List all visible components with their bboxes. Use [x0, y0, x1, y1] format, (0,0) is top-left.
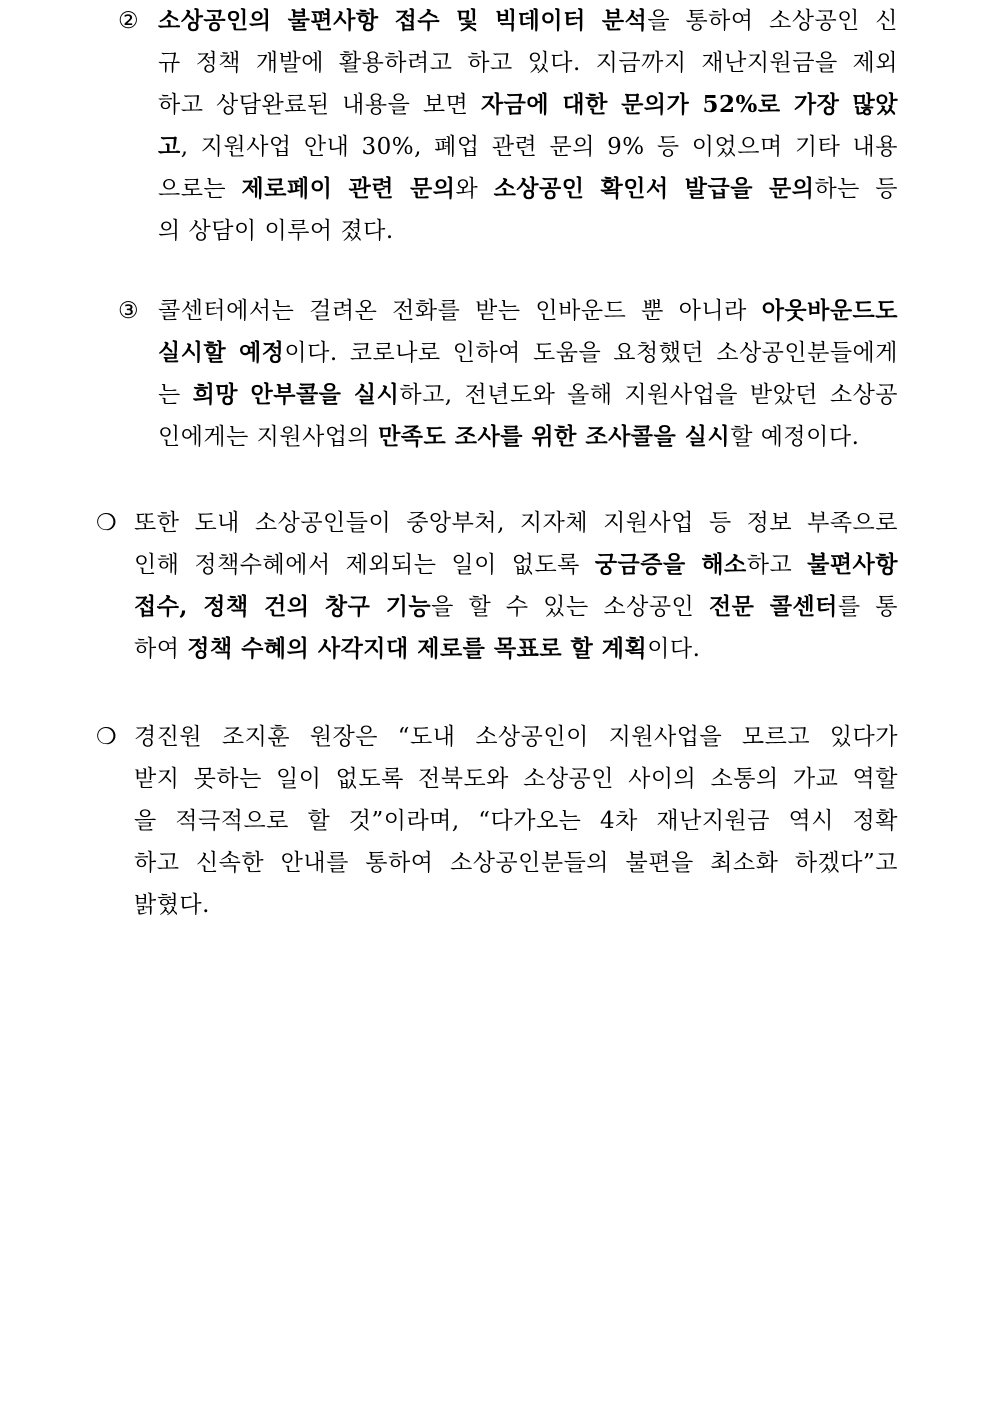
text-line: [134, 716, 898, 758]
text-line: [158, 42, 898, 84]
body-text: 를 통: [837, 594, 898, 620]
body-text: 콜센터에서는 걸려온 전화를 받는 인바운드 뿐 아니라: [158, 298, 762, 324]
body-text: 으로는: [158, 176, 242, 202]
body-text: 을 적극적으로 할 것”이라며, “다가오는 4차 재난지원금 역시 정확: [134, 808, 898, 834]
bullet-text: [134, 502, 898, 670]
bold-text: 접수, 정책 건의 창구 기능: [134, 593, 432, 620]
bold-text: 실시할 예정: [158, 339, 285, 366]
body-text: 하고: [746, 552, 808, 578]
body-text: 또한 도내 소상공인들이 중앙부처, 지자체 지원사업 등 정보 부족으로: [134, 510, 898, 536]
body-text: 인해 정책수혜에서 제외되는 일이 없도록: [134, 552, 595, 578]
bold-text: 아웃바운드도: [761, 297, 898, 324]
body-text: 을 통하여 소상공인 신: [647, 8, 898, 34]
bullet-text: [134, 716, 898, 926]
text-line: [134, 758, 898, 800]
text-line: [134, 842, 898, 884]
body-text: 하고 상담완료된 내용을 보면: [158, 92, 481, 118]
body-text: 하고, 전년도와 올해 지원사업을 받았던 소상공: [399, 382, 899, 408]
text-line: [134, 586, 898, 628]
body-text: 할 예정이다.: [730, 424, 860, 450]
body-text: 을 할 수 있는 소상공인: [431, 594, 709, 620]
body-text: 받지 못하는 일이 없도록 전북도와 소상공인 사이의 소통의 가교 역할: [134, 766, 898, 792]
circle-bullet-icon: ❍: [96, 724, 117, 750]
text-line: [158, 0, 898, 42]
body-text: 의 상담이 이루어 졌다.: [158, 218, 394, 244]
bold-text: 궁금증을 해소: [594, 551, 747, 578]
text-line: [134, 800, 898, 842]
text-line: [158, 126, 898, 168]
item-text: [158, 0, 898, 252]
body-text: 인에게는 지원사업의: [158, 424, 379, 450]
body-text: 이다.: [647, 636, 701, 662]
bold-text: 정책 수혜의 사각지대 제로를 목표로 할 계획: [187, 635, 648, 662]
body-text: 이다. 코로나로 인하여 도움을 요청했던 소상공인분들에게: [284, 340, 898, 366]
text-line: [158, 210, 898, 252]
bold-text: 자금에 대한 문의가 52%로 가장 많았: [480, 91, 898, 118]
bold-text: 제로페이 관련 문의: [241, 175, 456, 202]
body-text: 하고 신속한 안내를 통하여 소상공인분들의 불편을 최소화 하겠다”고: [134, 850, 898, 876]
body-text: 하는 등: [814, 176, 898, 202]
text-line: [158, 168, 898, 210]
text-line: [134, 628, 898, 670]
bold-text: 소상공인의 불편사항 접수 및 빅데이터 분석: [158, 7, 648, 34]
text-line: [158, 416, 898, 458]
text-line: [158, 374, 898, 416]
bold-text: 고: [158, 133, 181, 160]
text-line: [134, 544, 898, 586]
body-text: 하여: [134, 636, 188, 662]
text-line: [134, 884, 898, 926]
text-line: [134, 502, 898, 544]
bold-text: 전문 콜센터: [708, 593, 838, 620]
body-text: 규 정책 개발에 활용하려고 하고 있다. 지금까지 재난지원금을 제외: [158, 50, 898, 76]
body-text: , 지원사업 안내 30%, 폐업 관련 문의 9% 등 이었으며 기타 내용: [180, 134, 898, 160]
body-text: 밝혔다.: [134, 892, 210, 918]
circle-bullet-icon: ❍: [96, 510, 117, 536]
bold-text: 소상공인 확인서 발급을 문의: [493, 175, 815, 202]
bold-text: 불편사항: [807, 551, 898, 578]
text-line: [158, 332, 898, 374]
text-line: [158, 84, 898, 126]
item-text: [158, 290, 898, 458]
body-text: 경진원 조지훈 원장은 “도내 소상공인이 지원사업을 모르고 있다가: [134, 724, 898, 750]
text-line: [158, 290, 898, 332]
item-marker: ②: [118, 8, 139, 34]
bold-text: 만족도 조사를 위한 조사콜을 실시: [378, 423, 731, 450]
item-marker: ③: [118, 298, 139, 324]
body-text: 는: [158, 382, 193, 408]
body-text: 와: [455, 176, 494, 202]
bold-text: 희망 안부콜을 실시: [192, 381, 400, 408]
